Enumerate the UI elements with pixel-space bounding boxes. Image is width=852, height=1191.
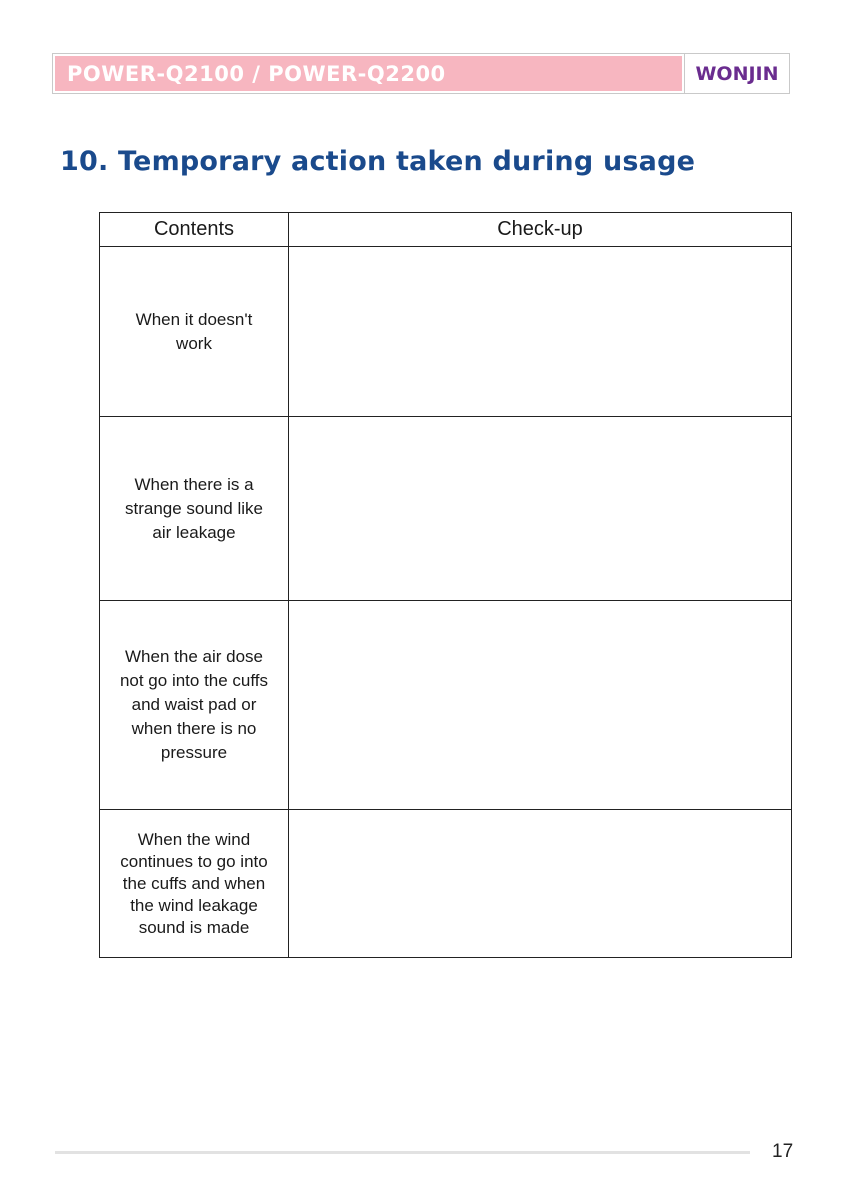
- row-contents: [100, 417, 289, 601]
- header-contents: Contents: [100, 213, 289, 247]
- row-checkup: [289, 601, 792, 810]
- row-checkup: [289, 810, 792, 958]
- table-row: [100, 601, 792, 810]
- row-checkup: [289, 247, 792, 417]
- row-checkup: [289, 417, 792, 601]
- brand-box: [684, 54, 789, 93]
- section-title: 10. Temporary action taken during usage: [60, 146, 696, 177]
- header-band: [53, 54, 684, 93]
- table-header-row: [100, 213, 792, 247]
- row-contents-text: When it doesn't work: [135, 309, 253, 353]
- row-contents-text: When the air dose not go into the cuffs and waist pad or when there is no pressure: [119, 647, 269, 762]
- row-contents: [100, 247, 289, 417]
- page-header: [52, 53, 790, 94]
- brand-logo-text: WONJIN: [695, 62, 779, 85]
- model-title: POWER-Q2100 / POWER-Q2200: [67, 61, 446, 86]
- row-contents-text: When there is a strange sound like air leakage: [125, 474, 263, 542]
- table-row: [100, 247, 792, 417]
- row-contents-text: When the wind continues to go into the cuffs and when the wind leakage sound is made: [120, 829, 268, 937]
- table-row: [100, 810, 792, 958]
- footer-divider: [55, 1151, 750, 1154]
- row-contents: [100, 601, 289, 810]
- table-row: [100, 417, 792, 601]
- header-checkup: Check-up: [289, 213, 792, 247]
- row-contents: [100, 810, 289, 958]
- page-number: 17: [772, 1141, 794, 1162]
- troubleshooting-table: [99, 212, 792, 958]
